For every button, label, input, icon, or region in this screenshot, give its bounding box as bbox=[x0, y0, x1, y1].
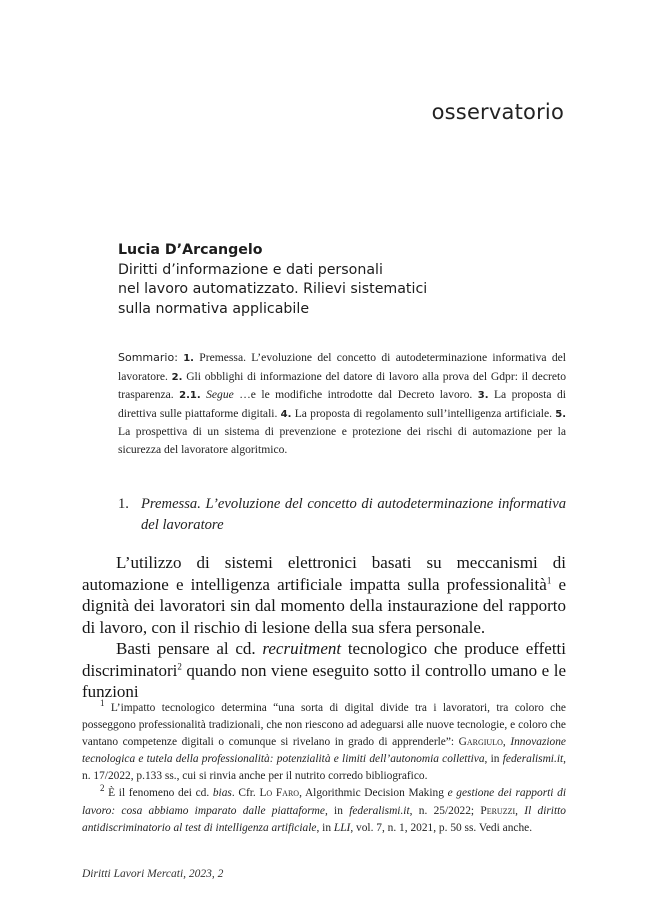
paragraph-italic-term: recruitment bbox=[262, 639, 342, 658]
article-title-line-2: nel lavoro automatizzato. Rilievi sistematici bbox=[118, 281, 428, 297]
footnote-author: Peruzzi bbox=[480, 804, 516, 817]
summary-item-italic: Segue bbox=[206, 388, 234, 402]
footnote-2 bbox=[82, 785, 566, 836]
summary-lead: Sommario: bbox=[118, 351, 178, 364]
summary-item-number: 4. bbox=[280, 408, 292, 420]
summary-item-number: 3. bbox=[477, 390, 489, 402]
summary-item-number: 2.1. bbox=[179, 390, 201, 402]
footnote-italic: Il diritto antidiscriminatorio al test di intelligenza artificiale bbox=[82, 804, 566, 834]
paragraph-text: tecnologico che produce effetti discriminatori bbox=[82, 639, 566, 680]
footnote-mark: 2 bbox=[100, 783, 105, 794]
footnote-italic: e gestione dei rapporti di lavoro: cosa abbiamo imparato dalle piattaforme bbox=[82, 787, 566, 817]
footnote-text: , in bbox=[324, 804, 350, 817]
section-tag: osservatorio bbox=[431, 100, 564, 124]
table-of-contents-summary bbox=[118, 349, 566, 459]
section-heading-text: Premessa. L’evoluzione del concetto di autodeterminazione informativa del lavoratore bbox=[141, 496, 566, 533]
footnote-ref-2[interactable]: 2 bbox=[177, 660, 182, 671]
footnote-italic: LLI bbox=[333, 821, 351, 834]
footnote-author: Gargiulo bbox=[458, 736, 503, 749]
article-title-line-3: sulla normativa applicabile bbox=[118, 300, 310, 317]
summary-item-number: 2. bbox=[171, 371, 183, 383]
footnote-text: , bbox=[502, 736, 511, 749]
paragraph-2 bbox=[82, 638, 566, 703]
article-title-line-1: Diritti d’informazione e dati personali bbox=[118, 261, 383, 278]
footnotes bbox=[82, 700, 566, 837]
footnote-text: , n. 25/2022; bbox=[409, 804, 481, 817]
summary-item-text: La prospettiva di un sistema di prevenzione e protezione dei rischi di automazione per la sicurezza del lavoratore algoritmico. bbox=[118, 425, 566, 456]
footnote-1 bbox=[82, 700, 566, 785]
footnote-text: . Cfr. bbox=[231, 787, 260, 800]
footnote-text: È il fenomeno dei cd. bbox=[108, 787, 213, 800]
summary-item-text: La proposta di regolamento sull’intelligenza artificiale. bbox=[294, 406, 552, 420]
running-footer: Diritti Lavori Mercati, 2023, 2 bbox=[82, 868, 224, 880]
summary-item-text: Premessa. L’evoluzione del concetto di autodeterminazione informativa del lavoratore. bbox=[118, 351, 566, 383]
footnote-text: , bbox=[515, 804, 525, 817]
footnote-text: , in bbox=[484, 753, 503, 766]
article-header bbox=[118, 241, 558, 319]
section-heading-number: 1. bbox=[118, 496, 129, 512]
author-name: Lucia D’Arcangelo bbox=[118, 242, 263, 258]
footnote-text: , vol. 7, n. 1, 2021, p. 50 ss. Vedi anche. bbox=[350, 821, 533, 834]
footnote-mark: 1 bbox=[100, 698, 105, 709]
footnote-italic: federalismi.it bbox=[502, 753, 564, 766]
summary-item-text: …e le modifiche introdotte dal Decreto lavoro. bbox=[239, 388, 473, 402]
footnote-ref-1[interactable]: 1 bbox=[546, 574, 552, 585]
footnote-author: Lo Faro bbox=[259, 787, 300, 800]
paragraph-text: quando non viene eseguito sotto il controllo umano e le funzioni bbox=[82, 660, 566, 701]
footnote-text: L’impatto tecnologico determina “una sorta di digital divide tra i lavoratori, tra coloro che posseggono professionalità tradizionali, che non riescono ad adeguarsi alle nuove tecnologie, e coloro che vantano competenze digitali o comunque si rivelano in grado di apprenderle”: bbox=[82, 702, 566, 749]
summary-item-number: 1. bbox=[183, 353, 194, 364]
paragraph-text: Basti pensare al cd. bbox=[116, 639, 263, 658]
body-text bbox=[82, 552, 566, 703]
summary-item-number: 5. bbox=[555, 408, 567, 420]
footnote-text: , Algorithmic Decision Making bbox=[299, 787, 448, 800]
paragraph-text: e dignità dei lavoratori sin dal momento della instaurazione del rapporto di lavoro, con il rischio di lesione della sua sfera personale. bbox=[82, 574, 566, 637]
paragraph-1 bbox=[82, 552, 566, 638]
summary-item-text: La proposta di direttiva sulle piattaforme digitali. bbox=[118, 388, 566, 420]
summary-item-text: Gli obblighi di informazione del datore di lavoro alla prova del Gdpr: il decreto trasparenza. bbox=[118, 369, 566, 402]
paragraph-text: L’utilizzo di sistemi elettronici basati su meccanismi di automazione e intelligenza artificiale impatta sulla professionalità bbox=[82, 553, 566, 594]
footnote-italic: bias bbox=[212, 787, 232, 800]
footnote-italic: Innovazione tecnologica e tutela della professionalità: potenzialità e limiti dell’autonomia collettiva bbox=[82, 736, 566, 766]
footnote-text: , n. 17/2022, p.133 ss., cui si rinvia anche per il nutrito corredo bibliografico. bbox=[82, 753, 567, 783]
section-heading bbox=[118, 494, 566, 536]
footnote-italic: federalismi.it bbox=[349, 804, 410, 817]
footnote-text: , in bbox=[316, 821, 334, 834]
